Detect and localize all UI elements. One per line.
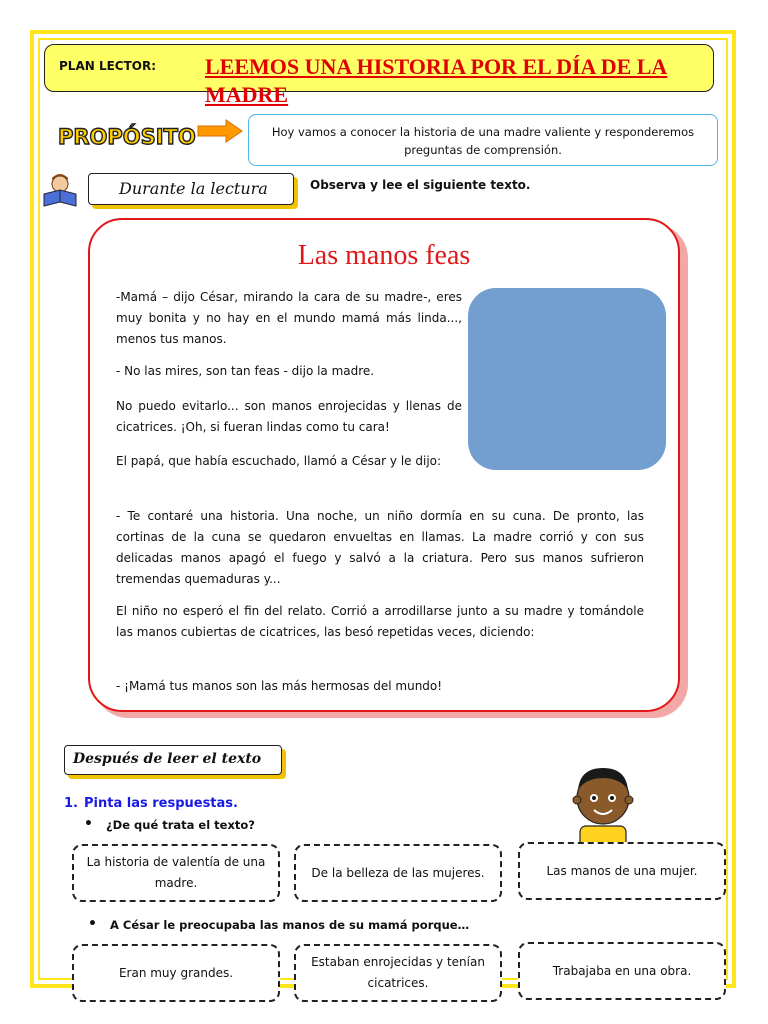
answer-option-label: Las manos de una mujer. — [546, 863, 698, 878]
answer-option-label: Eran muy grandes. — [118, 965, 234, 980]
reading-child-icon — [40, 172, 88, 208]
answer-option-label: Trabajaba en una obra. — [552, 963, 692, 978]
story-paragraph: El niño no esperó el fin del relato. Corrió a arrodillarse junto a su madre y tomándole las manos cubiertas de cicatrices, las besó repetidas veces, diciendo: — [116, 604, 644, 639]
question-1a-prompt: • ¿De qué trata el texto? — [106, 818, 255, 832]
question-number: 1. — [64, 796, 78, 811]
story-paragraph: - Te contaré una historia. Una noche, un niño dormía en su cuna. De pronto, las cortinas de la cuna se quedaron envueltas en llamas. La madre corrió y con sus delicadas manos apagó el fuego y salvó a la criatura. Pero sus manos sufrieron tremendas quemaduras y... — [116, 509, 644, 586]
answer-option-q2-3[interactable] — [518, 942, 726, 1000]
answer-option-q1-3[interactable] — [518, 842, 726, 900]
answer-option-label: La historia de valentía de una madre. — [86, 855, 266, 890]
proposito-logo — [56, 118, 194, 152]
story-paragraph: -Mamá – dijo César, mirando la cara de su madre-, eres muy bonita y no hay en el mundo mamá más linda..., menos tus manos. — [116, 290, 462, 346]
boy-illustration-icon — [566, 760, 640, 850]
reading-instruction: Observa y lee el siguiente texto. — [310, 178, 531, 192]
question-1b-prompt: • A César le preocupaba las manos de su mamá porque… — [110, 918, 469, 932]
story-paragraph: No puedo evitarlo... son manos enrojecidas y llenas de cicatrices. ¡Oh, si fueran lindas como tu cara! — [116, 399, 462, 434]
page-title: LEEMOS UNA HISTORIA POR EL DÍA DE LA MADRE — [205, 54, 668, 107]
story-paragraph: - No las mires, son tan feas - dijo la madre. — [116, 364, 375, 378]
answer-option-q1-2[interactable] — [294, 844, 502, 902]
story-paragraph: El papá, que había escuchado, llamó a César y le dijo: — [116, 454, 442, 468]
proposito-logo-text: PROPÓSITO — [58, 125, 196, 149]
question-1-title — [64, 796, 238, 811]
purpose-text-box: Hoy vamos a conocer la historia de una madre valiente y responderemos preguntas de comprensión. — [248, 114, 718, 166]
plan-lector-label: PLAN LECTOR: — [59, 59, 157, 73]
header-banner — [44, 44, 714, 107]
answer-option-q2-1[interactable] — [72, 944, 280, 1002]
story-title: Las manos feas — [297, 240, 471, 271]
answer-option-q1-1[interactable] — [72, 844, 280, 902]
answer-option-label: Estaban enrojecidas y tenían cicatrices. — [311, 955, 485, 990]
answer-option-label: De la belleza de las mujeres. — [311, 865, 485, 880]
answer-option-q2-2[interactable] — [294, 944, 502, 1002]
arrow-right-icon — [196, 118, 246, 144]
after-reading-tab: Después de leer el texto — [64, 745, 282, 775]
story-image-placeholder — [468, 288, 666, 470]
during-reading-tab: Durante la lectura — [88, 173, 294, 205]
question-title-text: Pinta las respuestas. — [83, 796, 238, 811]
story-paragraph: - ¡Mamá tus manos son las más hermosas del mundo! — [116, 679, 443, 693]
